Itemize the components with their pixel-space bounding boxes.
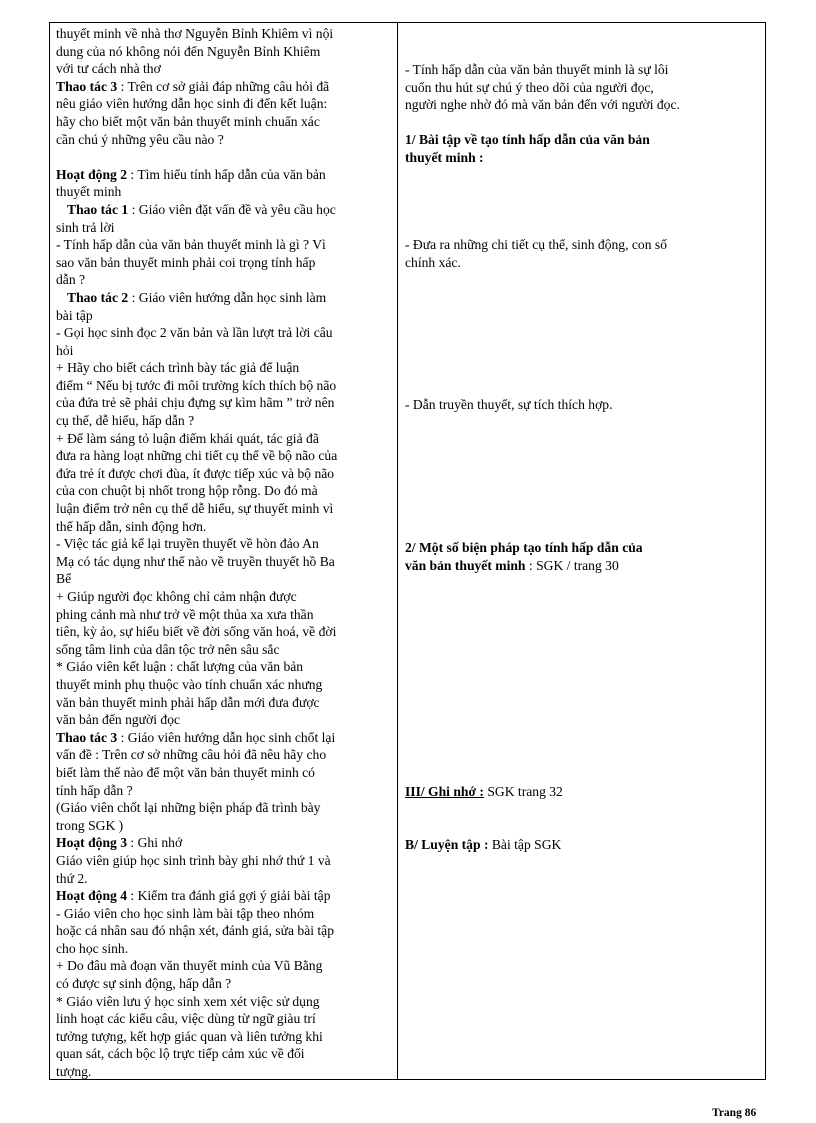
text-line <box>56 113 390 131</box>
line-text: + Giúp người đọc không chỉ cảm nhận được <box>56 589 297 604</box>
text-line <box>56 553 390 571</box>
line-text: : Giáo viên hướng dẫn học sinh làm <box>128 289 327 305</box>
lesson-table <box>49 22 766 1080</box>
line-text: sống tâm linh của dân tộc trở nên sâu sắc <box>56 641 280 657</box>
text-line <box>56 887 390 905</box>
text-line <box>56 342 390 360</box>
line-text: nêu giáo viên hướng dẫn học sinh đi đến kết luận: <box>56 96 328 112</box>
text-line <box>56 359 390 377</box>
line-text: : Trên cơ sở giải đáp những câu hỏi đã <box>117 78 330 94</box>
content-block <box>405 236 757 271</box>
line-text: tượng. <box>56 1064 92 1080</box>
line-text: thuyết minh về nhà thơ Nguyễn Bỉnh Khiêm vì nội <box>56 26 334 41</box>
line-text: thế hấp dẫn, sinh động hơn. <box>56 518 207 534</box>
text-line <box>56 940 390 958</box>
line-text: Mạ có tác dụng như thế nào về truyền thuyết hồ Ba <box>56 553 335 569</box>
content-block <box>405 836 757 854</box>
line-text: : Giáo viên đặt vấn đề và yêu cầu học <box>128 201 336 217</box>
line-text: người nghe nhờ đó mà văn bản đến với người đọc. <box>405 97 680 113</box>
content-block <box>405 539 757 574</box>
line-text: tưởng tượng, kết hợp giác quan và liên tưởng khi <box>56 1028 323 1044</box>
text-line <box>56 834 390 852</box>
text-line <box>56 588 390 606</box>
line-text: (Giáo viên chốt lại những biện pháp đã trình bày <box>56 800 321 816</box>
line-text: cụ thể, dễ hiểu, hấp dẫn ? <box>56 413 195 429</box>
line-text: điểm “ Nếu bị tước đi môi trường kích thích bộ não <box>56 377 337 393</box>
text-line <box>56 219 390 237</box>
line-text: hãy cho biết một văn bản thuyết minh chuẩn xác <box>56 113 320 129</box>
bold-heading-text: B/ Luyện tập : <box>405 837 489 852</box>
content-block <box>405 131 757 166</box>
bold-heading-text: Thao tác 3 <box>56 78 118 94</box>
text-line <box>56 641 390 659</box>
line-text: sao văn bản thuyết minh phải coi trọng tính hấp <box>56 254 316 270</box>
bold-heading-text: Hoạt động 3 <box>56 835 128 851</box>
line-text: sinh trả lời <box>56 219 115 235</box>
text-line <box>56 729 390 747</box>
text-line <box>56 465 390 483</box>
line-text: phing cảnh mà như trở về một thủa xa xưa thần <box>56 606 314 622</box>
line-text: : SGK / trang 30 <box>528 557 619 573</box>
bold-heading-text: Hoạt động 4 <box>56 888 128 904</box>
text-line <box>56 606 390 624</box>
bold-heading-text: thuyết minh : <box>405 149 484 165</box>
line-text: - Tính hấp dẫn của văn bản thuyết minh là sự lôi <box>405 62 669 77</box>
line-text: : Ghi nhớ <box>127 835 183 851</box>
line-text: linh hoạt các kiểu câu, việc dùng từ ngữ giàu trí <box>56 1011 316 1027</box>
text-line <box>56 394 390 412</box>
text-line <box>56 975 390 993</box>
bold-heading-text: III/ Ghi nhớ : <box>405 784 484 799</box>
text-line <box>405 557 757 575</box>
text-line <box>56 430 390 448</box>
text-line <box>405 96 757 114</box>
content-block <box>405 783 757 801</box>
text-line <box>56 1063 390 1081</box>
text-line <box>56 570 390 588</box>
text-line <box>405 131 757 149</box>
line-text: văn bản thuyết minh phải hấp dẫn mới đưa được <box>56 694 320 710</box>
text-line <box>56 25 390 43</box>
text-line <box>56 658 390 676</box>
line-text: + Hãy cho biết cách trình bày tác giả để luận <box>56 360 300 376</box>
bold-heading-text: 2/ Một số biện pháp tạo tính hấp dẫn của <box>405 540 643 555</box>
text-line <box>56 782 390 800</box>
line-text: đứa trẻ ít được chơi đùa, ít được tiếp xúc và bộ não <box>56 465 335 481</box>
line-text: văn bản đến người đọc <box>56 712 181 728</box>
line-text: biết làm thế nào để một văn bản thuyết minh có <box>56 764 315 780</box>
text-line <box>405 254 757 272</box>
line-text: + Để làm sáng tỏ luận điểm khái quát, tác giả đã <box>56 430 319 446</box>
content-block <box>405 396 757 414</box>
text-line <box>56 289 390 307</box>
text-line <box>56 1028 390 1046</box>
text-line <box>56 764 390 782</box>
text-line <box>405 539 757 557</box>
line-text: tính hấp dẫn ? <box>56 782 133 798</box>
line-text: hoặc cá nhân sau đó nhận xét, đánh giá, sửa bài tập <box>56 923 335 939</box>
line-text: - Gọi học sinh đọc 2 văn bản và lần lượt trả lời câu <box>56 325 333 341</box>
line-text: của con chuột bị nhốt trong hộp rỗng. Do đó mà <box>56 483 318 499</box>
line-text: Giáo viên giúp học sinh trình bày ghi nhớ thứ 1 và <box>56 852 331 868</box>
text-line <box>56 500 390 518</box>
line-text: với tư cách nhà thơ <box>56 61 161 77</box>
line-text: - Dẫn truyền thuyết, sự tích thích hợp. <box>405 397 613 412</box>
text-line <box>56 993 390 1011</box>
line-text: dung của nó không nói đến Nguyễn Bỉnh Khiêm <box>56 43 321 59</box>
text-line <box>56 482 390 500</box>
line-text: : Tìm hiểu tính hấp dẫn của văn bản <box>127 166 326 182</box>
line-text: * Giáo viên lưu ý học sinh xem xét việc sử dụng <box>56 993 320 1009</box>
line-text: vấn đề : Trên cơ sở những câu hỏi đã nêu hãy cho <box>56 747 327 763</box>
text-line <box>56 905 390 923</box>
line-text: thuyết minh <box>56 184 122 200</box>
line-text: - Việc tác giả kể lại truyền thuyết về hòn đảo An <box>56 536 319 552</box>
line-text: luận điểm trở nên cụ thể dễ hiểu, sự thuyết minh vì <box>56 501 334 517</box>
line-text: thứ 2. <box>56 870 88 886</box>
text-line <box>405 236 757 254</box>
line-text: có được sự sinh động, hấp dẫn ? <box>56 976 232 992</box>
text-line <box>56 535 390 553</box>
text-line <box>56 746 390 764</box>
text-line <box>56 78 390 96</box>
text-line <box>56 148 390 166</box>
text-line <box>56 711 390 729</box>
text-line <box>56 412 390 430</box>
text-line <box>56 518 390 536</box>
line-text: hỏi <box>56 342 74 358</box>
line-text: dẫn ? <box>56 272 86 288</box>
text-line <box>405 149 757 167</box>
text-line <box>56 43 390 61</box>
text-line <box>405 396 757 414</box>
line-text: quan sát, cách bộc lộ trực tiếp cảm xúc về đối <box>56 1046 305 1062</box>
text-line <box>56 676 390 694</box>
line-text: cần chú ý những yêu cầu nào ? <box>56 131 224 147</box>
line-text: SGK trang 32 <box>483 784 563 799</box>
bold-heading-text: văn bản thuyết minh <box>405 557 529 573</box>
teacher-activities-column <box>56 25 390 1081</box>
line-text: * Giáo viên kết luận : chất lượng của văn bản <box>56 659 304 675</box>
line-text: Bể <box>56 571 72 587</box>
line-text: - Đưa ra những chi tiết cụ thể, sinh động, con số <box>405 237 668 252</box>
text-line <box>405 79 757 97</box>
bold-heading-text: Hoạt động 2 <box>56 166 128 182</box>
text-line <box>405 61 757 79</box>
column-divider <box>397 23 398 1079</box>
line-text: : Giáo viên hướng dẫn học sinh chốt lại <box>117 729 336 745</box>
text-line <box>56 922 390 940</box>
text-line <box>405 836 757 854</box>
text-line <box>56 166 390 184</box>
line-text: - Giáo viên cho học sinh làm bài tập theo nhóm <box>56 905 315 921</box>
bold-heading-text: 1/ Bài tập về tạo tính hấp dẫn của văn bản <box>405 132 650 147</box>
text-line <box>56 870 390 888</box>
line-text: Bài tập SGK <box>488 837 562 852</box>
text-line <box>56 131 390 149</box>
bold-heading-text: Thao tác 2 <box>67 289 129 305</box>
line-text: trong SGK ) <box>56 817 124 833</box>
line-text: - Tính hấp dẫn của văn bản thuyết minh là gì ? Vì <box>56 237 326 253</box>
text-line <box>56 183 390 201</box>
line-text: cuốn thu hút sự chú ý theo dõi của người đọc, <box>405 79 654 95</box>
text-line <box>56 852 390 870</box>
bold-heading-text: Thao tác 1 <box>67 201 129 217</box>
content-block <box>405 61 757 114</box>
text-line <box>405 783 757 801</box>
text-line <box>56 447 390 465</box>
bold-heading-text: Thao tác 3 <box>56 729 118 745</box>
line-text: cho học sinh. <box>56 940 129 956</box>
line-text: thuyết minh phụ thuộc vào tính chuẩn xác nhưng <box>56 676 323 692</box>
text-line <box>56 236 390 254</box>
text-line <box>56 694 390 712</box>
text-line <box>56 957 390 975</box>
line-text: của đứa trẻ sẽ phải chịu đựng sự kìm hãm ” trở nên <box>56 395 335 411</box>
text-line <box>56 307 390 325</box>
line-text: tiên, kỳ ảo, sự hiểu biết về đời sống văn hoá, về đời <box>56 624 337 640</box>
line-text: chính xác. <box>405 254 461 270</box>
text-line <box>56 95 390 113</box>
text-line <box>56 60 390 78</box>
line-text: + Do đâu mà đoạn văn thuyết minh của Vũ Bằng <box>56 958 323 974</box>
text-line <box>56 1045 390 1063</box>
text-line <box>56 799 390 817</box>
text-line <box>56 623 390 641</box>
line-text: đưa ra hàng loạt những chi tiết cụ thể về bộ não của <box>56 448 338 464</box>
text-line <box>56 1010 390 1028</box>
text-line <box>56 817 390 835</box>
text-line <box>56 377 390 395</box>
page-number: Trang 86 <box>712 1107 757 1119</box>
line-text: : Kiểm tra đánh giá gợi ý giải bài tập <box>127 888 331 904</box>
text-line <box>56 201 390 219</box>
text-line <box>56 324 390 342</box>
line-text: bài tập <box>56 307 93 323</box>
text-line <box>56 254 390 272</box>
text-line <box>56 271 390 289</box>
